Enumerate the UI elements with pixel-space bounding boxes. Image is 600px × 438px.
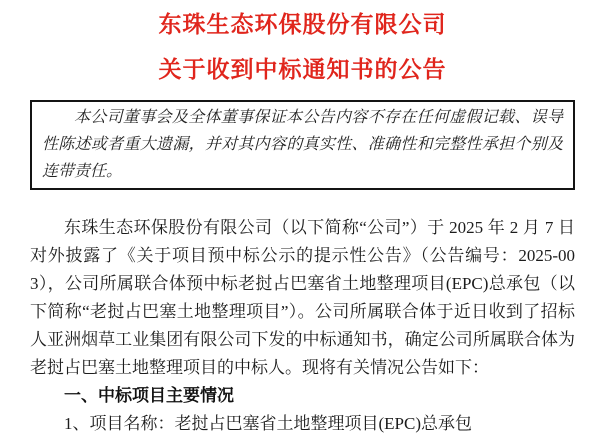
board-disclaimer-box [30, 100, 575, 190]
section-heading-bid-project-overview: 一、中标项目主要情况 [64, 386, 234, 405]
document-title-line2: 关于收到中标通知书的公告 [158, 57, 447, 82]
item-project-name: 1、项目名称：老挝占巴塞省土地整理项目(EPC)总承包 [64, 414, 472, 433]
document-title-line1: 东珠生态环保股份有限公司 [158, 12, 447, 37]
announcement-body-paragraph: 东珠生态环保股份有限公司（以下简称“公司”）于 2025 年 2 月 7 日对外披露了《关于项目预中标公示的提示性公告》（公告编号：2025-003），公司所属联合体预中标老挝占巴塞省土地整理项目(EPC)总承包（以下简称“老挝占巴塞土地整理项目”）。公司所属联合体于近日收到了招标人亚洲烟草工业集团有限公司下发的中标通知书，确定公司所属联合体为老挝占巴塞土地整理项目的中标人。现将有关情况公告如下： [30, 218, 575, 377]
board-disclaimer-text: 本公司董事会及全体董事保证本公告内容不存在任何虚假记载、误导性陈述或者重大遗漏，并对其内容的真实性、准确性和完整性承担个别及连带责任。 [42, 109, 563, 180]
